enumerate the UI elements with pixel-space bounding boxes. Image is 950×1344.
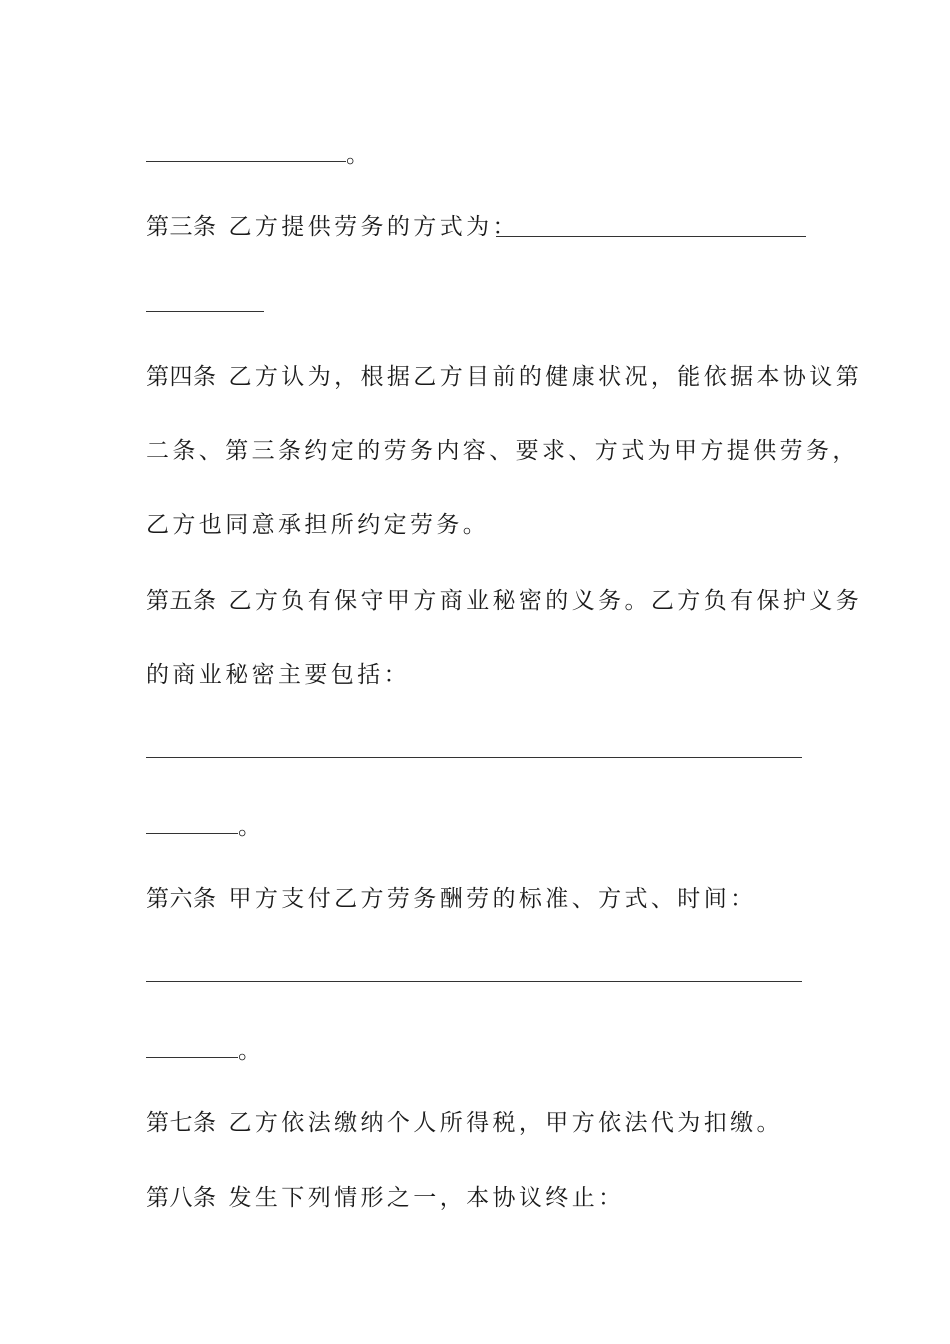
fill-in-blank — [496, 236, 806, 237]
fill-in-blank — [146, 1039, 238, 1058]
article-5-line-1: 第五条 乙方负有保守甲方商业秘密的义务。乙方负有保护义务 — [146, 588, 863, 614]
fill-in-blank — [146, 143, 346, 162]
fill-in-blank — [146, 311, 264, 312]
article-3-term: 第三条 — [146, 214, 217, 240]
article-3 — [146, 212, 519, 242]
article-6-blank-end: 。 — [146, 1036, 264, 1066]
article-5-line-2: 的商业秘密主要包括： — [146, 662, 410, 688]
fill-in-blank — [146, 757, 802, 758]
article-7-term: 第七条 — [146, 1110, 217, 1136]
blank-line-end: 。 — [146, 140, 372, 170]
fill-in-blank — [146, 981, 802, 982]
article-4-line-1: 第四条 乙方认为，根据乙方目前的健康状况，能依据本协议第 — [146, 364, 863, 390]
article-5-blank-end: 。 — [146, 812, 264, 842]
article-7: 第七条 乙方依法缴纳个人所得税，甲方依法代为扣缴。 — [146, 1110, 783, 1136]
article-3-text: 乙方提供劳务的方式为： — [228, 214, 519, 240]
article-4-term: 第四条 — [146, 364, 217, 390]
article-4-line-3: 乙方也同意承担所约定劳务。 — [146, 512, 490, 538]
article-6: 第六条 甲方支付乙方劳务酬劳的标准、方式、时间： — [146, 886, 757, 912]
article-8-term: 第八条 — [146, 1185, 217, 1211]
fill-in-blank — [146, 815, 238, 834]
article-8: 第八条 发生下列情形之一，本协议终止： — [146, 1185, 625, 1211]
article-5-term: 第五条 — [146, 588, 217, 614]
article-6-term: 第六条 — [146, 886, 217, 912]
article-4-line-2: 二条、第三条约定的劳务内容、要求、方式为甲方提供劳务， — [146, 438, 859, 464]
